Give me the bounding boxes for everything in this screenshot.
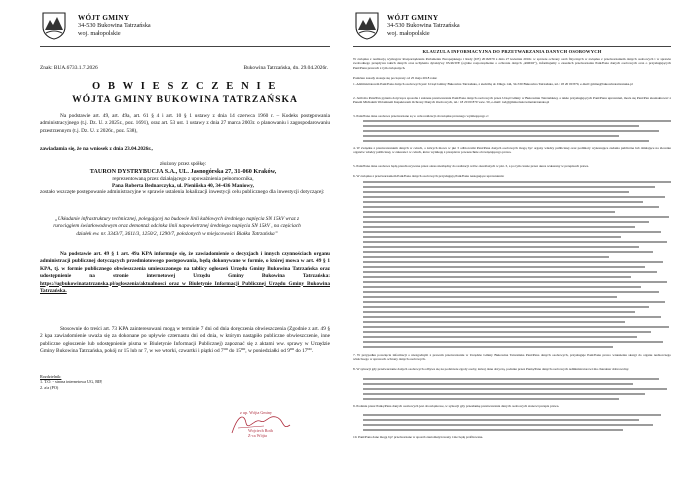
clause-sub-line <box>363 201 643 203</box>
notice-title: O B W I E S Z C Z E N I E <box>92 81 278 92</box>
clause-sub-line <box>363 286 641 288</box>
clause-sub-line <box>363 378 659 380</box>
clause-sub-line <box>363 181 671 183</box>
clause-sub-line <box>363 388 667 390</box>
clause-page <box>345 0 679 480</box>
clause-sub-line <box>363 336 637 338</box>
clause-sub-line <box>363 301 665 303</box>
clause-sub-line <box>363 326 669 328</box>
clause-sub-line <box>363 383 633 385</box>
office-name: WÓJT GMINY <box>78 14 130 22</box>
clause-sub-line <box>363 341 663 343</box>
company-name: TAURON DYSTRYBUCJA S.A., UL. Jasnogórska 27, 31-060 Kraków, <box>89 168 277 176</box>
signature-stamp <box>226 407 306 441</box>
clause-item: 3. Pani/Pana dane osobowe przetwarzane są w celu realizacji obowiązku prawnego wynikającego z: <box>353 114 489 118</box>
clause-sub-line <box>363 191 629 193</box>
coat-of-arms-icon <box>42 12 66 40</box>
clause-sub-line <box>363 251 653 253</box>
clause-sub-line <box>363 216 669 218</box>
represented-by: reprezentowaną przez działającego z upoważnienia pełnomocnika, <box>112 175 254 182</box>
office-region: woj. małopolskie <box>78 30 121 37</box>
clause-sub-line <box>363 346 613 348</box>
place-date: Bukowina Tatrzańska, dn. 29.04.2026r. <box>243 65 328 71</box>
clause-sub-line <box>363 276 631 278</box>
header-divider <box>40 46 330 47</box>
clause-intro: W związku z realizacją wymogów Rozporządzenia Parlamentu Europejskiego i Rady (UE) 2016/679 z dnia 27 kwietnia 2016r. w sprawie ochrony osób fizycznych w związku z przetwarzaniem danych osobowych i w sprawie swobodnego przepływu takich danych oraz uchylenia dyrektywy 95/46/WE (ogólne rozporządzenie o ochronie danych „RODO”), informujemy o zasadach przetwarzania Pani/Pana danych osobowych oraz o przysługujących Pani/Panu prawach z tym związanych. <box>353 57 671 70</box>
clause-sub-line <box>363 311 635 313</box>
applicant-block <box>64 161 302 191</box>
clause-item: 6. W związku z przetwarzaniem Pani/Pana danych osobowych przysługują Pani/Panu następujące uprawnienia: <box>353 174 505 178</box>
info-paragraph <box>40 251 330 295</box>
deadline-paragraph: Stosownie do treści art. 73 KPA zainteresowani mogą w terminie 7 dni od dnia doręczenia obwieszczenia (Zgodnie z art. 49 § 2 kpa zawiadomienie uważa się za dokonane po upływie czternastu dni od dnia, w którym nastąpiło publiczne obwieszczenie, inne publiczne ogłoszenie lub udostępnienie pisma w Biuletynie Informacji Publicznej) zapoznać się z aktami ww. sprawy w Urzędzie Gminy Bukowina Tatrzańska, pokój nr 15 lub nr 7, w we wtorki, czwartki i piątki od 7⁰⁰ do 15⁰⁰, w poniedziałki od 9⁰⁰ do 17⁰⁰. <box>40 326 330 355</box>
signatory-name: Wojciech Roth <box>248 428 273 433</box>
proxy-name: Pana Roberta Bednarczyka, ul. Pieniñska 40, 34-436 Maniowy, <box>112 183 254 190</box>
clause-sub-line <box>363 321 625 323</box>
clause-lead: Poniższe zasady stosuje się począwszy od 25 maja 2018 roku: <box>353 76 438 80</box>
clause-sub-line <box>363 135 619 137</box>
clause-sub-line <box>363 221 649 223</box>
clause-sub-line <box>363 398 619 400</box>
clause-sub-line <box>363 241 667 243</box>
coat-of-arms-icon <box>355 12 379 40</box>
office-address: 34-530 Bukowina Tatrzańska <box>387 22 460 29</box>
clause-sub-line <box>363 271 657 273</box>
clause-sub-line <box>363 331 651 333</box>
office-header <box>387 14 460 38</box>
clause-sub-line <box>363 414 661 416</box>
clause-sub-line <box>363 186 655 188</box>
clause-sub-line <box>363 306 649 308</box>
clause-item: 8. W sytuacji gdy przetwarzanie danych osobowych odbywa się na podstawie zgody osoby, której dane dotyczą, podanie przez Panią/Pana danych osobowych Administratorowi ma charakter dobrowolny. <box>353 367 630 371</box>
clause-sub-line <box>363 291 659 293</box>
clause-sub-line <box>363 266 645 268</box>
clause-title: KLAUZULA INFORMACYJNA DO PRZETWARZANIA DANYCH OSOBOWYCH <box>422 49 602 54</box>
distribution-title: Rozdzielnik: <box>40 374 62 379</box>
clause-item: 10. Pani/Pana dane mogą być przetwarzane w sposób zautomatyzowany i nie będą profilowane. <box>353 435 484 439</box>
case-reference: Znak: BUA.6733.1.7.2026 <box>40 65 98 71</box>
office-region: woj. małopolskie <box>387 30 430 37</box>
clause-item: 2. Jeśli ma Pani/Pan pytania dotyczące sposobu i zakresu przetwarzania Pani/Pana danych osobowych przez Urząd Gminy w Bukowinie Tatrzańskiej, a także przysługujących Pani/Panu uprawnień, może się Pani/Pan skontaktować z Panem Michałem Wolaninem Inspektorem Ochrony Danych Osobowych, tel.: 18 20 00 870 wew. 50, e-mail: iod@gmina.bukowinatatrzanska.pl <box>353 96 671 105</box>
clause-sub-line <box>363 393 645 395</box>
clause-item: 7. W przypadku powzięcia informacji o niezgodnym z prawem przetwarzaniu w Urzędzie Gminy Bukowina Tatrzańska Pani/Pana danych osobowych, przysługuje Pani/Panu prawo wniesienia skargi do organu nadzorczego właściwego w sprawach ochrony danych osobowych. <box>353 353 671 362</box>
clause-sub-line <box>363 130 659 132</box>
clause-sub-line <box>363 120 671 122</box>
legal-basis-paragraph: Na podstawie art. 49, art. 49a, art. 61 § 4 i art. 10 § 1 ustawy z dnia 14 czerwca 1960 r. – Kodeks postępowania administracyjnego (t.j. Dz. U. z 2025r., poz. 1691), oraz art. 53 ust. 1 ustawy z dnia 27 marca 2003r. o planowaniu i zagospodarowaniu przestrzennym (t.j. Dz. U. z 2026r., poz. 538), <box>40 113 330 134</box>
website-link[interactable]: https://ugbukowinatatrzanska.pl/ogloszenia/aktualnosci oraz w Biuletynie Informacji Publicznej Urzędu Gminy Bukowina Tatrzańska. <box>40 280 330 295</box>
clause-item: 1. Administratorem Pani/Pana danych osobowych jest: Urząd Gminy Bukowina Tatrzańska, z siedzibą ul. Długa 144, 34-530 Bukowina Tatrzańska, tel.: 18 20 00 870, e-mail: gmina@bukowinatatrzanska.pl <box>353 82 633 86</box>
notice-subtitle: WÓJTA GMINY BUKOWINA TATRZAŃSKA <box>72 94 298 105</box>
distribution-list <box>40 374 102 390</box>
clause-item: 4. W związku z przetwarzaniem danych w celach, o których mowa w pkt 3 odbiorcami Pani/Pana danych osobowych mogą być organy władzy publicznej oraz podmioty wykonujące zadania publiczne lub działające na zlecenie organów władzy publicznej, w zakresie i w celach, które wynikają z przepisów powszechnie obowiązującego prawa. <box>353 146 671 155</box>
clause-sub-line <box>363 236 621 238</box>
clause-sub-line <box>363 256 609 258</box>
clause-sub-line <box>363 296 617 298</box>
clause-sub-line <box>363 125 639 127</box>
clause-sub-line <box>363 316 661 318</box>
clause-sub-line <box>363 246 639 248</box>
signature-line2 <box>248 428 273 438</box>
clause-sub-line <box>363 196 665 198</box>
clause-sub-line <box>363 424 653 426</box>
clause-sub-line <box>363 140 649 142</box>
clause-sub-line <box>363 211 615 213</box>
clause-sub-line <box>363 206 659 208</box>
distribution-item: 2. a/a (PO) <box>40 384 59 390</box>
distribution-item: 1. T.O. - strona internetowa UG, BIP, <box>40 379 103 385</box>
clause-sub-line <box>363 429 623 431</box>
clause-sub-line <box>363 226 635 228</box>
header-divider <box>353 46 671 47</box>
clause-sub-line <box>363 419 639 421</box>
clause-item: 9. Podanie przez Panią/Pana danych osobowych jest obowiązkowe, w sytuacji gdy przesłankę przetwarzania danych osobowych stanowi przepis prawa. <box>353 404 560 408</box>
project-description: „Układanie infrastruktury technicznej, polegającej na budowie linii kablowych średniego napięcia SN 15kV wraz z rurociągiem światłowodowym oraz demontaż odcinka linii napowietrznej średniego napięcia SN 15kV , na częściach działek ew. nr. 3343/7, 3611/3, 1250/2, 1290/7, położonych w miejscowości Białka Tatrzańska” <box>53 216 301 237</box>
clause-sub-line <box>363 261 663 263</box>
info-text: Na podstawie art. 49 § 1 art. 49a KPA informuje się, że zawiadomienie o decyzjach i innych czynnościach organu administracji publicznej dotyczących przedmiotowego postępowania, będą dokonywane w formie, o której mowa w art. 49 § 1 KPA, tj. w formie publicznego obwieszczenia umieszczonego na tablicy ogłoszeń Urzędu Gminy Bukowina Tatrzańska oraz udostępnienie na stronie internetowej Urzędu Gminy Bukowina Tatrzańska: <box>40 251 330 280</box>
submitted-by: złożony przez spółkę: <box>159 161 207 167</box>
clause-sub-line <box>363 231 661 233</box>
signature-line1: z up. Wójta Gminy <box>240 410 273 415</box>
intent-paragraph: zawiadamia się, że na wniosek z dnia 23.04.2026r., <box>40 146 153 152</box>
signatory-role: Z-ca Wójta <box>248 433 267 439</box>
clause-sub-line <box>363 281 667 283</box>
initiated-paragraph: zostało wszczęte postępowanie administracyjne w sprawie ustalenia lokalizacji inwestycji celu publicznego dla inwestycji dotyczącej: <box>40 189 325 195</box>
office-name: WÓJT GMINY <box>387 14 439 22</box>
office-header <box>78 14 151 38</box>
clause-item: 5. Pani/Pana dane osobowe będą przechowywane przez okres niezbędny do realizacji celów określonych w pkt. 3, a po tym czasie przez okres wskazany w przepisach prawa. <box>353 164 590 168</box>
office-address: 34-530 Bukowina Tatrzańska <box>78 22 151 29</box>
